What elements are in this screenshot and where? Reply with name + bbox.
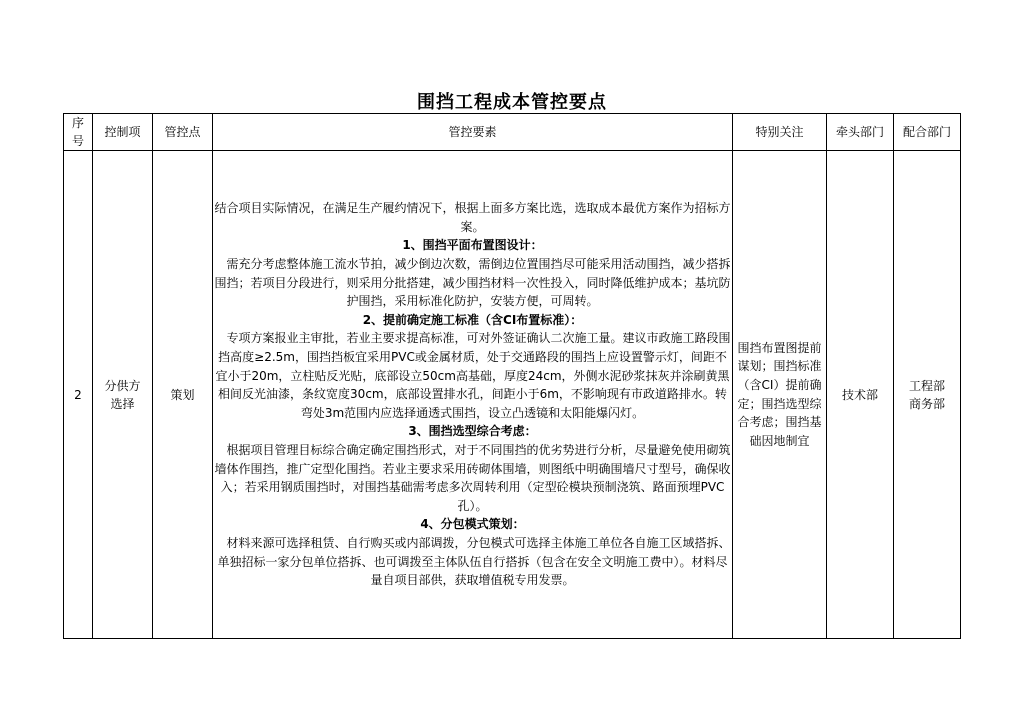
element-paragraph: 材料来源可选择租赁、自行购买或内部调拨，分包模式可选择主体施工单位各自施工区域搭拆、单独招标一家分包单位搭拆、也可调拨至主体队伍自行搭拆（包含在安全文明施工费中）。材料尽量自项目部供，获取增值税专用发票。 xyxy=(217,535,731,588)
cell-control-elements xyxy=(213,151,733,639)
table-row xyxy=(64,151,961,639)
header-seq-line: 号 xyxy=(71,134,84,148)
cell-special-attention xyxy=(733,151,827,639)
cost-control-table xyxy=(63,113,961,639)
coop-dept-line: 工程部 xyxy=(908,378,945,393)
header-control-elements: 管控要素 xyxy=(213,114,733,151)
cell-control-item xyxy=(93,151,153,639)
element-heading: 2、提前确定施工标准（含CI布置标准）： xyxy=(362,312,583,327)
element-paragraph: 专项方案报业主审批，若业主要求提高标准，可对外签证确认二次施工量。建议市政施工路段围挡高度≥2.5m，围挡挡板宜采用PVC或金属材质，处于交通路段的围挡上应设置警示灯，间距不宜小于20m，立柱贴反光贴，底部设立50cm高基础，厚度24cm，外侧水泥砂浆抹灰并涂刷黄黑相间反光油漆，条纹宽度30cm，底部设置排水孔，间距小于6m，不影响现有市政道路排水。转弯处3m范围内应选择通透式围挡，设立凸透镜和太阳能爆闪灯。 xyxy=(215,331,731,420)
header-lead-dept: 牵头部门 xyxy=(827,114,894,151)
cell-lead-dept: 技术部 xyxy=(827,151,894,639)
special-attention-text: 围挡布置图提前谋划；围挡标准（含CI）提前确定；围挡选型综合考虑；围挡基础因地制宜 xyxy=(737,340,822,448)
coop-dept-line: 商务部 xyxy=(908,396,945,411)
element-paragraph: 需充分考虑整体施工流水节拍，减少倒边次数，需倒边位置围挡尽可能采用活动围挡，减少搭拆围挡；若项目分段进行，则采用分批搭建，减少围挡材料一次性投入，同时降低维护成本；基坑防护围挡，采用标准化防护，安装方便，可周转。 xyxy=(214,257,731,309)
element-heading: 3、围挡选型综合考虑： xyxy=(408,424,537,439)
header-seq xyxy=(64,114,93,151)
element-paragraph: 根据项目管理目标综合确定确定围挡形式，对于不同围挡的优劣势进行分析，尽量避免使用砌筑墙体作围挡，推广定型化围挡。若业主要求采用砖砌体围墙，则图纸中明确围墙尺寸型号，确保收入；若采用钢质围挡时，对围挡基础需考虑多次周转利用（定型砼模块预制浇筑、路面预埋PVC孔）。 xyxy=(214,442,731,513)
page-title: 围挡工程成本管控要点 xyxy=(417,92,607,113)
element-heading: 4、分包模式策划： xyxy=(420,517,525,532)
element-heading: 1、围挡平面布置图设计： xyxy=(402,238,543,253)
control-item-line: 分供方 xyxy=(104,378,141,393)
element-paragraph: 结合项目实际情况，在满足生产履约情况下，根据上面多方案比选，选取成本最优方案作为招标方案。 xyxy=(214,201,731,234)
control-item-line: 选择 xyxy=(110,396,135,411)
header-coop-dept: 配合部门 xyxy=(894,114,961,151)
header-control-point: 管控点 xyxy=(153,114,213,151)
cell-coop-dept xyxy=(894,151,961,639)
cell-control-point: 策划 xyxy=(153,151,213,639)
header-special-attention: 特别关注 xyxy=(733,114,827,151)
header-seq-line: 序 xyxy=(71,116,84,130)
header-control-item: 控制项 xyxy=(93,114,153,151)
header-row xyxy=(64,114,961,151)
cell-seq: 2 xyxy=(64,151,93,639)
